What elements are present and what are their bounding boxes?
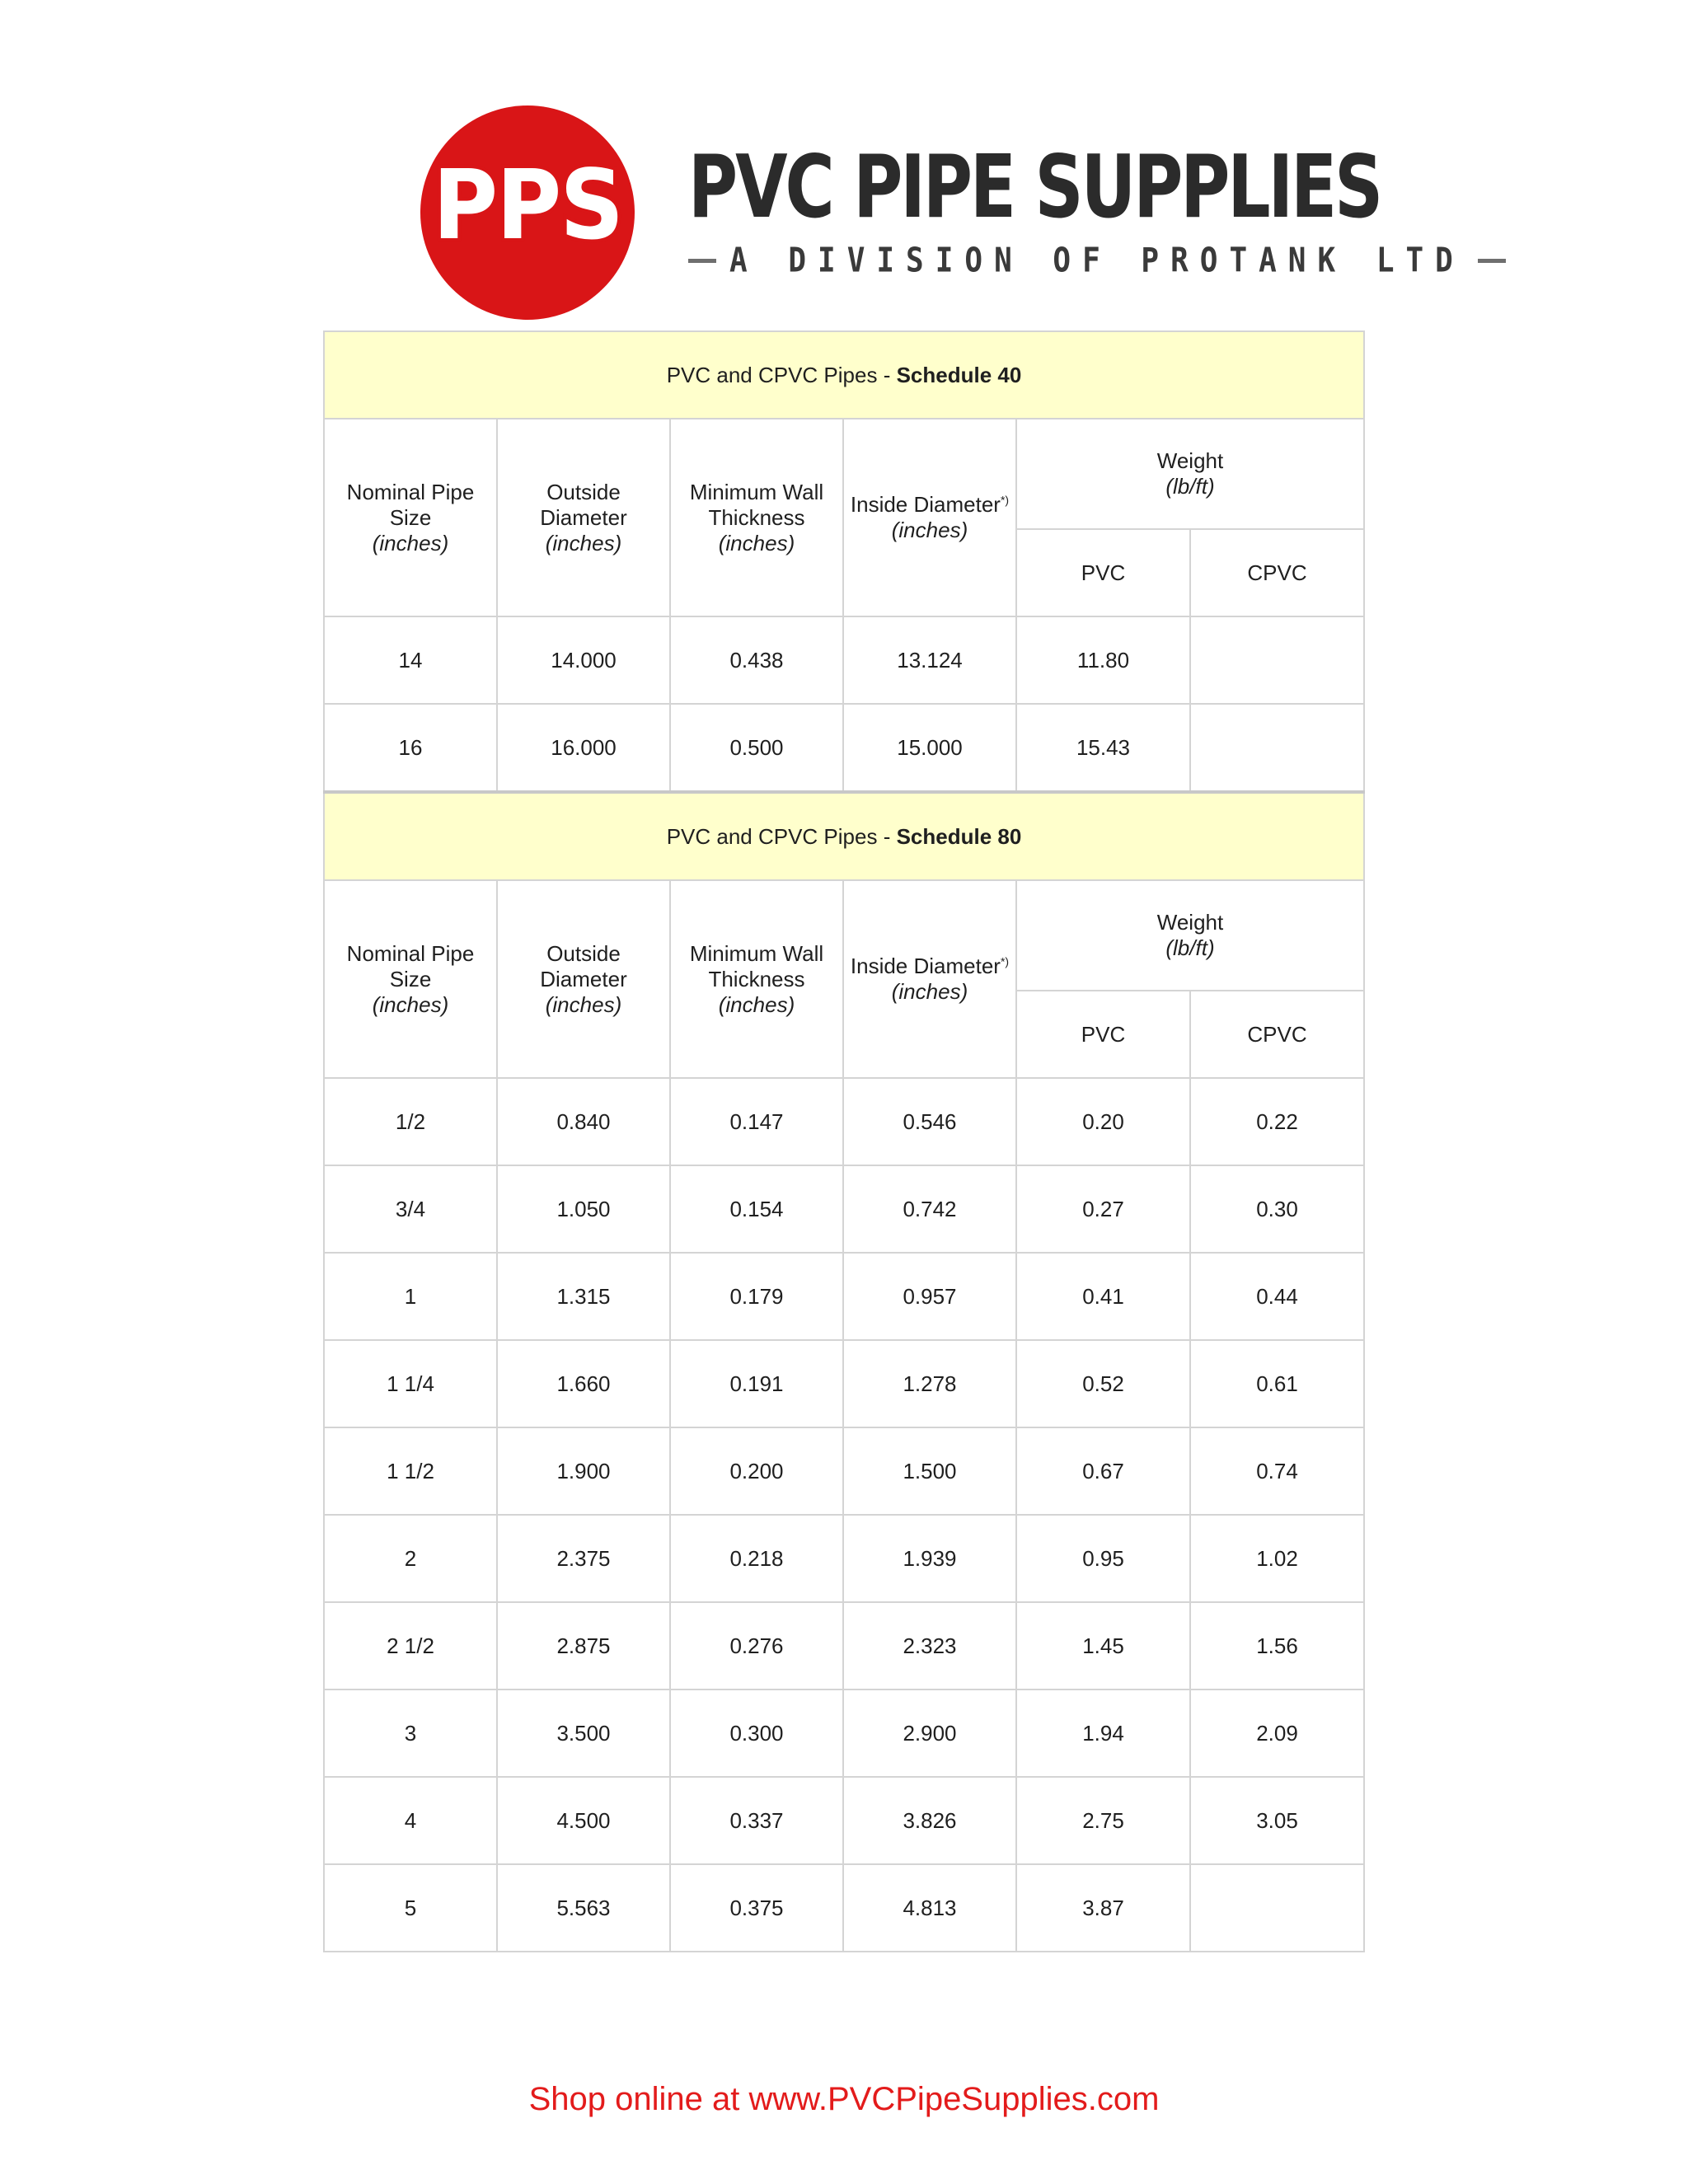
cell-weight-cpvc (1190, 616, 1364, 704)
schedule-80-header-row (324, 880, 1364, 991)
cell-nominal-size: 3 (324, 1690, 497, 1777)
header-cpvc: CPVC (1190, 991, 1364, 1078)
cell-weight-pvc: 0.95 (1016, 1515, 1190, 1602)
header-inside-unit: (inches) (891, 979, 968, 1004)
header-inside-diameter (843, 419, 1016, 616)
cell-wall-thickness: 0.300 (670, 1690, 843, 1777)
schedule-40-title-prefix: PVC and CPVC Pipes - (666, 362, 897, 387)
header-inside-note: *) (1000, 954, 1010, 968)
cell-weight-cpvc: 0.44 (1190, 1253, 1364, 1340)
header-nominal-l1: Nominal Pipe (346, 940, 475, 966)
cell-weight-cpvc: 0.30 (1190, 1165, 1364, 1253)
tagline-text: A DIVISION OF PROTANK LTD (729, 241, 1465, 281)
cell-nominal-size: 4 (324, 1777, 497, 1864)
cell-outside-diameter: 1.900 (497, 1427, 670, 1515)
cell-wall-thickness: 0.375 (670, 1864, 843, 1952)
cell-nominal-size: 2 (324, 1515, 497, 1602)
schedule-80-title-prefix: PVC and CPVC Pipes - (666, 823, 897, 849)
header-pvc: PVC (1016, 529, 1190, 616)
cell-weight-cpvc: 2.09 (1190, 1690, 1364, 1777)
cell-nominal-size: 1/2 (324, 1078, 497, 1165)
cell-weight-pvc: 0.27 (1016, 1165, 1190, 1253)
table-row (324, 1427, 1364, 1515)
table-row (324, 616, 1364, 704)
cell-weight-cpvc: 1.02 (1190, 1515, 1364, 1602)
header-outside-unit: (inches) (545, 530, 622, 555)
cell-weight-cpvc: 0.74 (1190, 1427, 1364, 1515)
cell-outside-diameter: 5.563 (497, 1864, 670, 1952)
cell-outside-diameter: 14.000 (497, 616, 670, 704)
cell-weight-pvc: 0.20 (1016, 1078, 1190, 1165)
cell-wall-thickness: 0.500 (670, 704, 843, 792)
cell-inside-diameter: 2.900 (843, 1690, 1016, 1777)
pipe-spec-table (323, 330, 1365, 1952)
header-wall-l2: Thickness (708, 504, 805, 530)
header-nominal-l1: Nominal Pipe (346, 479, 475, 504)
header-outside-unit: (inches) (545, 991, 622, 1017)
cell-weight-pvc: 15.43 (1016, 704, 1190, 792)
logo-mark: PPS (432, 149, 623, 261)
table-row (324, 1340, 1364, 1427)
cell-wall-thickness: 0.179 (670, 1253, 843, 1340)
cell-nominal-size: 1 (324, 1253, 497, 1340)
cell-weight-pvc: 0.52 (1016, 1340, 1190, 1427)
cell-wall-thickness: 0.438 (670, 616, 843, 704)
cell-wall-thickness: 0.147 (670, 1078, 843, 1165)
cell-weight-cpvc: 0.22 (1190, 1078, 1364, 1165)
cell-outside-diameter: 0.840 (497, 1078, 670, 1165)
cell-inside-diameter: 13.124 (843, 616, 1016, 704)
cell-inside-diameter: 0.546 (843, 1078, 1016, 1165)
cell-nominal-size: 16 (324, 704, 497, 792)
header-weight-unit: (lb/ft) (1165, 474, 1215, 499)
cell-weight-pvc: 1.94 (1016, 1690, 1190, 1777)
tagline-rule-left (688, 259, 716, 263)
cell-nominal-size: 1 1/2 (324, 1427, 497, 1515)
cell-weight-cpvc: 3.05 (1190, 1777, 1364, 1864)
header-wall-unit: (inches) (718, 991, 795, 1017)
cell-weight-cpvc: 1.56 (1190, 1602, 1364, 1690)
cell-outside-diameter: 2.875 (497, 1602, 670, 1690)
header-inside-note: *) (1000, 493, 1010, 507)
cell-wall-thickness: 0.200 (670, 1427, 843, 1515)
cell-weight-pvc: 11.80 (1016, 616, 1190, 704)
header-cpvc: CPVC (1190, 529, 1364, 616)
cell-weight-pvc: 0.67 (1016, 1427, 1190, 1515)
header-outside-diameter (497, 419, 670, 616)
header-wall-thickness (670, 880, 843, 1078)
header-outside-l1: Outside (546, 479, 621, 504)
cell-inside-diameter: 1.939 (843, 1515, 1016, 1602)
table-row (324, 1690, 1364, 1777)
header-wall-l2: Thickness (708, 966, 805, 991)
cell-outside-diameter: 2.375 (497, 1515, 670, 1602)
header-nominal-size (324, 880, 497, 1078)
header-outside-diameter (497, 880, 670, 1078)
header-nominal-l2: Size (389, 966, 432, 991)
header-outside-l1: Outside (546, 940, 621, 966)
header-weight-label: Weight (1156, 910, 1224, 935)
cell-inside-diameter: 0.742 (843, 1165, 1016, 1253)
cell-weight-pvc: 3.87 (1016, 1864, 1190, 1952)
table-row (324, 1165, 1364, 1253)
table-row (324, 1078, 1364, 1165)
cell-nominal-size: 14 (324, 616, 497, 704)
header-inside-diameter (843, 880, 1016, 1078)
cell-outside-diameter: 4.500 (497, 1777, 670, 1864)
cell-inside-diameter: 1.500 (843, 1427, 1016, 1515)
schedule-80-title (324, 792, 1364, 880)
header-nominal-unit: (inches) (372, 530, 449, 555)
header-outside-l2: Diameter (540, 966, 627, 991)
cell-outside-diameter: 1.050 (497, 1165, 670, 1253)
table-row (324, 1777, 1364, 1864)
table-row (324, 1864, 1364, 1952)
header-nominal-unit: (inches) (372, 991, 449, 1017)
header-wall-unit: (inches) (718, 530, 795, 555)
header-weight (1016, 419, 1364, 529)
cell-weight-cpvc: 0.61 (1190, 1340, 1364, 1427)
cell-outside-diameter: 1.660 (497, 1340, 670, 1427)
table-row (324, 1602, 1364, 1690)
cell-inside-diameter: 4.813 (843, 1864, 1016, 1952)
cell-nominal-size: 2 1/2 (324, 1602, 497, 1690)
header-weight (1016, 880, 1364, 991)
table-row (324, 1253, 1364, 1340)
header-outside-l2: Diameter (540, 504, 627, 530)
cell-wall-thickness: 0.218 (670, 1515, 843, 1602)
cell-outside-diameter: 3.500 (497, 1690, 670, 1777)
logo-tagline (688, 241, 1465, 281)
cell-weight-cpvc (1190, 1864, 1364, 1952)
header-pvc: PVC (1016, 991, 1190, 1078)
logo-company-name: PVC PIPE SUPPLIES (688, 138, 1381, 238)
cell-wall-thickness: 0.154 (670, 1165, 843, 1253)
header-nominal-l2: Size (389, 504, 432, 530)
cell-nominal-size: 3/4 (324, 1165, 497, 1253)
cell-weight-cpvc (1190, 704, 1364, 792)
schedule-40-title-bold: Schedule 40 (896, 362, 1022, 387)
header-inside-label: Inside Diameter (850, 954, 1001, 978)
header-inside-label: Inside Diameter (850, 492, 1001, 517)
cell-inside-diameter: 2.323 (843, 1602, 1016, 1690)
cell-inside-diameter: 0.957 (843, 1253, 1016, 1340)
cell-weight-pvc: 0.41 (1016, 1253, 1190, 1340)
cell-outside-diameter: 16.000 (497, 704, 670, 792)
brand-logo (404, 105, 1465, 320)
tagline-rule-right (1478, 259, 1506, 263)
header-weight-unit: (lb/ft) (1165, 935, 1215, 960)
schedule-80-title-bold: Schedule 80 (896, 823, 1022, 849)
cell-inside-diameter: 15.000 (843, 704, 1016, 792)
table-row (324, 1515, 1364, 1602)
cell-weight-pvc: 2.75 (1016, 1777, 1190, 1864)
header-weight-label: Weight (1156, 448, 1224, 473)
schedule-40-title (324, 331, 1364, 419)
header-wall-l1: Minimum Wall (689, 940, 824, 966)
shop-online-link[interactable]: Shop online at www.PVCPipeSupplies.com (528, 2081, 1160, 2117)
cell-wall-thickness: 0.337 (670, 1777, 843, 1864)
cell-inside-diameter: 3.826 (843, 1777, 1016, 1864)
cell-wall-thickness: 0.276 (670, 1602, 843, 1690)
header-wall-l1: Minimum Wall (689, 479, 824, 504)
cell-wall-thickness: 0.191 (670, 1340, 843, 1427)
cell-weight-pvc: 1.45 (1016, 1602, 1190, 1690)
cell-inside-diameter: 1.278 (843, 1340, 1016, 1427)
schedule-40-header-row (324, 419, 1364, 529)
cell-nominal-size: 1 1/4 (324, 1340, 497, 1427)
header-nominal-size (324, 419, 497, 616)
cell-nominal-size: 5 (324, 1864, 497, 1952)
schedule-80-title-row (324, 792, 1364, 880)
schedule-40-title-row (324, 331, 1364, 419)
header-wall-thickness (670, 419, 843, 616)
header-inside-unit: (inches) (891, 518, 968, 542)
cell-outside-diameter: 1.315 (497, 1253, 670, 1340)
table-row (324, 704, 1364, 792)
